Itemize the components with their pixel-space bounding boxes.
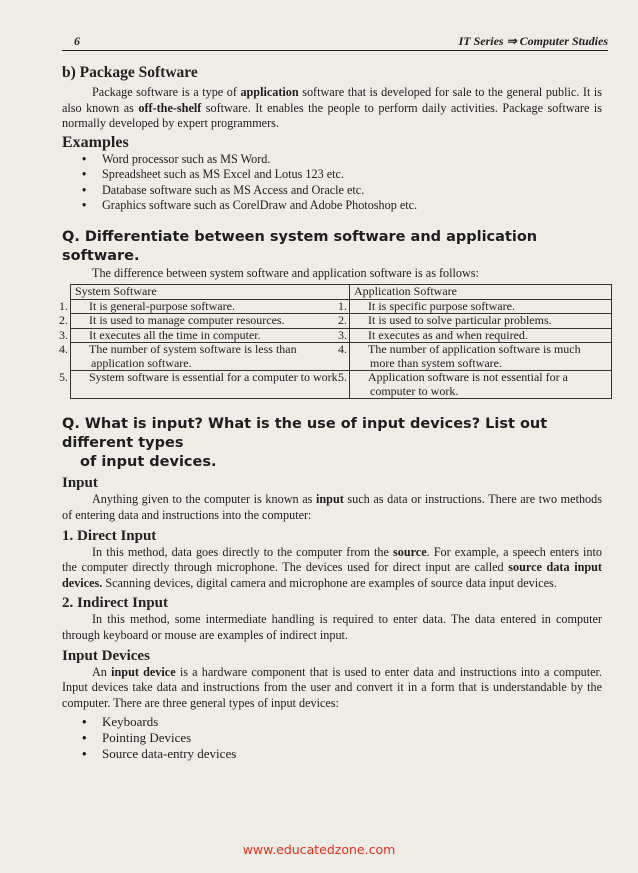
bold-text: source data input devices.	[62, 560, 602, 590]
bold-text: input device	[111, 664, 176, 679]
input-devices-paragraph	[62, 665, 602, 712]
list-item: • Keyboards	[102, 714, 602, 730]
bold-text: source	[393, 544, 427, 559]
input-device-types-list	[62, 714, 602, 762]
table-cell	[59, 313, 350, 329]
indirect-input-paragraph: In this method, some intermediate handling is required to enter data. The data entered in computer through keyboard or mouse are examples of indirect input.	[62, 612, 602, 642]
row-number: 1.	[338, 298, 347, 313]
row-number: 4.	[59, 342, 68, 357]
package-software-heading: b) Package Software	[62, 64, 198, 81]
text: is a hardware component that is used to enter data and instructions into a computer. Input devices take data and instructions from the user and convert it in a form that is understandable by the computer. There are three general types of input devices:	[62, 664, 602, 710]
bold-text: application	[240, 85, 299, 99]
cell-text: It is specific purpose software.	[368, 298, 515, 313]
text: Package software is a type of	[92, 85, 241, 99]
cell-text: It is general-purpose software.	[89, 298, 235, 313]
table-cell	[338, 342, 612, 371]
cell-text: Application software is not essential for a computer to work.	[368, 370, 568, 398]
cell-text: The number of application software is much more than system software.	[368, 342, 581, 370]
row-number: 5.	[59, 370, 68, 385]
list-item: • Pointing Devices	[102, 730, 602, 746]
table-cell	[338, 313, 612, 329]
row-number: 3.	[338, 327, 347, 342]
text: such as data or instructions. There are two methods of entering data and instructions into the computer:	[62, 492, 602, 522]
series-title: IT Series ⇒ Computer Studies	[458, 34, 608, 48]
table-cell	[59, 370, 350, 399]
examples-list	[62, 152, 602, 214]
list-item: • Graphics software such as CorelDraw and Adobe Photoshop etc.	[102, 198, 602, 214]
table-cell	[338, 298, 612, 314]
text: software. It enables the people to perform daily activities. Package software is normally developed by expert programmers.	[62, 100, 602, 131]
input-devices-heading: Input Devices	[62, 647, 150, 664]
table-cell	[338, 370, 612, 399]
text: Anything given to the computer is known as	[92, 492, 317, 507]
row-number: 2.	[59, 313, 68, 328]
question-2	[62, 415, 602, 472]
table-cell	[59, 342, 350, 371]
question-1: Q. Differentiate between system software and application software.	[62, 228, 538, 264]
page-header	[62, 34, 608, 51]
comparison-table	[59, 284, 612, 399]
bold-text: input	[316, 492, 344, 507]
package-software-paragraph	[62, 85, 602, 132]
row-number: 4.	[338, 342, 347, 357]
row-number: 1.	[59, 298, 68, 313]
column-header: System Software	[71, 285, 350, 300]
row-number: 5.	[338, 370, 347, 385]
table-cell	[338, 327, 612, 343]
row-number: 2.	[338, 313, 347, 328]
footer-url: www.educatedzone.com	[242, 842, 396, 857]
cell-text: It is used to manage computer resources.	[89, 313, 285, 328]
list-item: • Source data-entry devices	[102, 746, 602, 762]
table-cell	[59, 298, 350, 314]
list-item: • Database software such as MS Access and Oracle etc.	[102, 183, 602, 199]
input-heading: Input	[62, 475, 98, 492]
table-row	[71, 343, 612, 371]
question-2-line-1: Q. What is input? What is the use of input devices? List out different types	[62, 416, 548, 452]
table-row	[71, 299, 612, 314]
page-content	[59, 64, 602, 762]
cell-text: It executes as and when required.	[368, 327, 528, 342]
table-header-row	[71, 285, 612, 300]
text: In this method, data goes directly to the computer from the	[92, 544, 393, 559]
text: . For example, a speech enters into the computer directly through microphone. The devices used for direct input are called	[62, 544, 602, 575]
text: Scanning devices, digital camera and microphone are examples of source data input devices.	[102, 575, 557, 590]
text: An	[92, 664, 112, 679]
table-row	[71, 371, 612, 399]
table-row	[71, 328, 612, 343]
examples-heading: Examples	[62, 133, 129, 151]
question-2-line-2: of input devices.	[80, 454, 217, 471]
direct-input-heading: 1. Direct Input	[62, 527, 157, 544]
indirect-input-heading: 2. Indirect Input	[62, 595, 168, 612]
row-number: 3.	[59, 327, 68, 342]
table-row	[71, 314, 612, 329]
table-cell	[59, 327, 350, 343]
cell-text: System software is essential for a computer to work.	[89, 370, 341, 385]
input-paragraph	[62, 492, 602, 523]
column-header: Application Software	[350, 285, 612, 300]
comparison-intro: The difference between system software and application software is as follows:	[92, 265, 479, 280]
cell-text: The number of system software is less than application software.	[89, 342, 297, 370]
direct-input-paragraph	[62, 545, 602, 592]
page-number: 6	[74, 34, 80, 48]
text: software that is developed for sale to the general public. It is also known as	[62, 85, 602, 115]
list-item: • Word processor such as MS Word.	[102, 152, 602, 168]
list-item: • Spreadsheet such as MS Excel and Lotus 123 etc.	[102, 167, 602, 183]
cell-text: It is used to solve particular problems.	[368, 313, 552, 328]
cell-text: It executes all the time in computer.	[89, 327, 261, 342]
bold-text: off-the-shelf	[138, 100, 202, 115]
